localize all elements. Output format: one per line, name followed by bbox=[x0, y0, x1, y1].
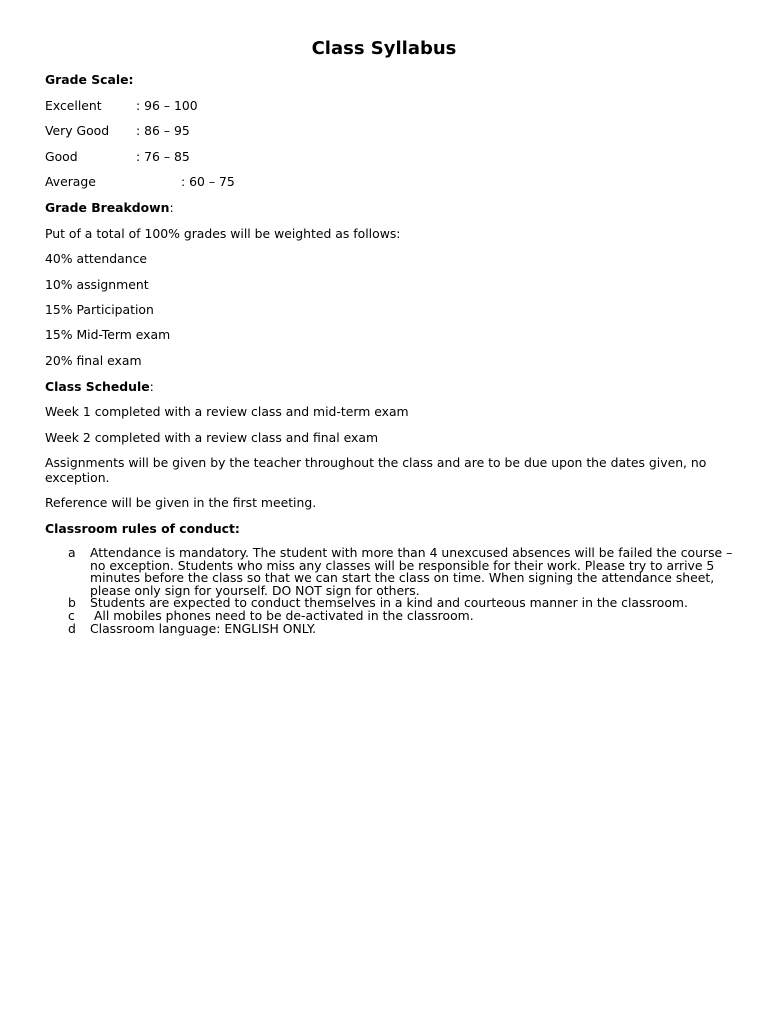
grade-scale-label: Excellent bbox=[45, 98, 102, 113]
grade-scale-label: Average bbox=[45, 174, 96, 189]
rule-text: All mobiles phones need to be de-activated in the classroom. bbox=[90, 607, 474, 623]
grade-breakdown-heading-text: Grade Breakdown bbox=[45, 200, 170, 215]
assignments-note: Assignments will be given by the teacher throughout the class and are to be due upon the dates given, no exception. bbox=[45, 455, 707, 485]
grade-scale-value: : 76 – 85 bbox=[136, 149, 190, 164]
grade-scale-row bbox=[45, 98, 345, 113]
grade-scale-heading: Grade Scale: bbox=[45, 72, 134, 87]
rule-letter: d bbox=[68, 620, 76, 636]
rule-letter: b bbox=[68, 595, 76, 611]
class-schedule-item: Week 1 completed with a review class and mid-term exam bbox=[45, 404, 409, 419]
grade-breakdown-item: 15% Mid-Term exam bbox=[45, 327, 171, 342]
conduct-heading: Classroom rules of conduct: bbox=[45, 521, 240, 536]
rule-text: Classroom language: ENGLISH ONLY. bbox=[90, 620, 317, 636]
grade-scale-value: : 60 – 75 bbox=[181, 174, 235, 189]
rule-letter: a bbox=[68, 545, 76, 560]
rule-text: Students are expected to conduct themselves in a kind and courteous manner in the classroom. bbox=[90, 595, 688, 611]
conduct-rules-list bbox=[45, 547, 735, 635]
conduct-rule bbox=[45, 547, 735, 597]
grade-scale-value: : 86 – 95 bbox=[136, 123, 190, 138]
grade-scale-label: Good bbox=[45, 149, 78, 164]
grade-breakdown-heading bbox=[45, 200, 174, 215]
rule-text: Attendance is mandatory. The student with more than 4 unexcused absences will be failed the course – no exception. Students who miss any classes will be responsible for their work. Please try to arrive 5 minutes before the class so that we can start the class on time. When signing the attendance sheet, please only sign for yourself. DO NOT sign for others. bbox=[90, 545, 733, 598]
rule-letter: c bbox=[68, 607, 75, 623]
grade-breakdown-item: 20% final exam bbox=[45, 353, 142, 368]
grade-breakdown-intro: Put of a total of 100% grades will be weighted as follows: bbox=[45, 226, 401, 241]
grade-breakdown-item: 40% attendance bbox=[45, 251, 148, 266]
class-schedule-heading-text: Class Schedule bbox=[45, 379, 150, 394]
grade-scale-row bbox=[45, 149, 345, 164]
document-title: Class Syllabus bbox=[311, 38, 457, 59]
class-schedule-heading bbox=[45, 379, 154, 394]
grade-scale-row bbox=[45, 174, 345, 189]
conduct-rule bbox=[45, 620, 735, 636]
grade-scale-label: Very Good bbox=[45, 123, 110, 138]
class-schedule-item: Week 2 completed with a review class and final exam bbox=[45, 430, 379, 445]
class-schedule-colon: : bbox=[149, 379, 154, 394]
grade-scale-row bbox=[45, 123, 345, 138]
grade-breakdown-item: 10% assignment bbox=[45, 277, 149, 292]
grade-scale-value: : 96 – 100 bbox=[136, 98, 198, 113]
grade-breakdown-item: 15% Participation bbox=[45, 302, 154, 317]
reference-note: Reference will be given in the first meeting. bbox=[45, 495, 317, 510]
grade-breakdown-colon: : bbox=[169, 200, 174, 215]
